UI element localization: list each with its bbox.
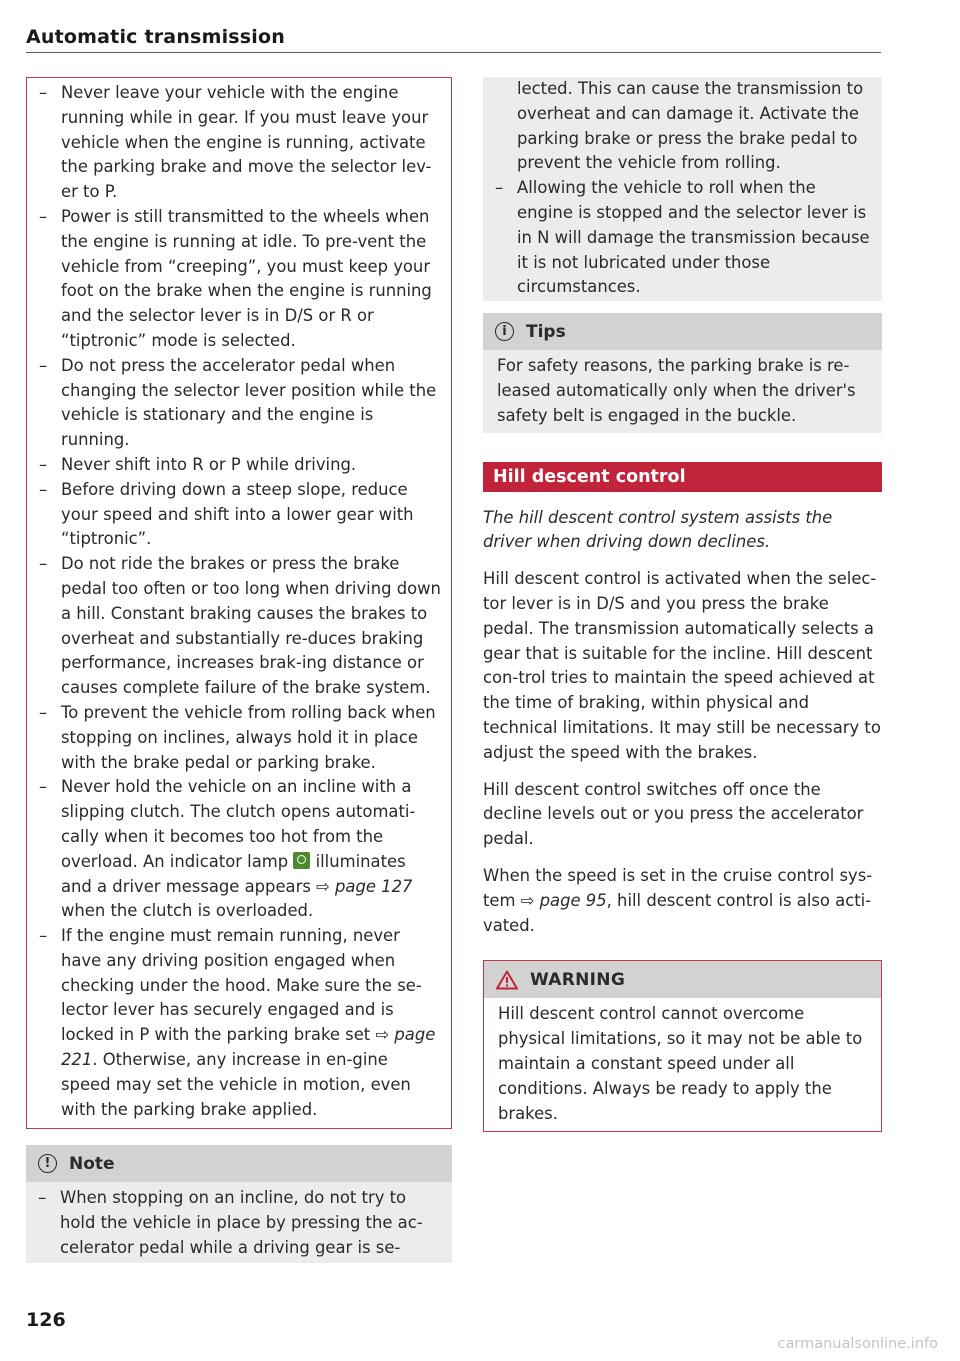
watermark: carmanualsonline.info: [777, 1336, 938, 1352]
clutch-indicator-lamp-icon: [293, 852, 310, 869]
section-heading: Hill descent control: [483, 462, 882, 492]
warning-label: WARNING: [530, 969, 626, 990]
warning-body: Hill descent control cannot overcome physical limitations, so it may not be able to maintain a constant speed under all conditions. Always be ready to apply the brakes.: [498, 1004, 863, 1123]
cruise-text-end: , hill descent control is also acti-vated.: [483, 890, 872, 935]
tips-body: For safety reasons, the parking brake is re-leased automatically only when the driver's safety belt is engaged in the buckle.: [483, 350, 882, 432]
right-column: [483, 77, 882, 1132]
note-continuation: [483, 77, 882, 301]
warning-item: – Never leave your vehicle with the engine running while in gear. If you must leave your vehicle when the engine is running, activate the parking brake and move the selector lev-er to P.: [35, 81, 441, 205]
page-reference-link[interactable]: ⇨ page 221: [61, 1025, 436, 1070]
note-item-continued: lected. This can cause the transmission to overheat and can damage it. Activate the parking brake or press the brake pedal to prevent the vehicle from rolling.: [517, 79, 864, 173]
note-item: – When stopping on an incline, do not try to hold the vehicle in place by pressing the ac-celerator pedal while a driving gear is se-: [34, 1186, 444, 1260]
page-number: 126: [26, 1309, 66, 1331]
clutch-text-mid: illuminates and a driver message appears: [61, 851, 406, 896]
clutch-text-end: when the clutch is overloaded.: [61, 901, 314, 921]
body-paragraph-cruise: [483, 864, 882, 938]
warning-item: – Never shift into R or P while driving.: [35, 453, 441, 478]
clutch-text-start: Never hold the vehicle on an incline with a slipping clutch. The clutch opens automati-cally when it becomes too hot from the overload. An indicator lamp: [61, 777, 416, 871]
body-paragraph: Hill descent control switches off once the decline levels out or you press the accelerator pedal.: [483, 779, 864, 849]
left-column: [26, 77, 452, 1263]
tips-label: Tips: [526, 321, 566, 342]
note-continuation-list: [491, 77, 872, 300]
body-paragraph: Hill descent control is activated when the selec-tor lever is in D/S and you press the brake pedal. The transmission automatically selects a gear that is suitable for the incline. Hill descent con-trol tries to maintain the speed achieved at the time of braking, within physical and technical limitations. It may still be necessary to adjust the speed with the brakes.: [483, 569, 881, 762]
note-item: – Allowing the vehicle to roll when the engine is stopped and the selector lever is in N will damage the transmission because it is not lubricated under those circumstances.: [491, 176, 872, 300]
page-reference-link[interactable]: ⇨ page 95: [520, 890, 607, 910]
tips-header: [483, 313, 882, 350]
page-reference-link[interactable]: ⇨ page 127: [316, 876, 413, 896]
warning-item: – To prevent the vehicle from rolling back when stopping on inclines, always hold it in place with the brake pedal or parking brake.: [35, 701, 441, 775]
warning-item: – Do not ride the brakes or press the brake pedal too often or too long when driving down a hill. Constant braking causes the brakes to overheat and substantially re-duces braking performance, increases brak-ing distance or causes complete failure of the brake system.: [35, 552, 441, 701]
warning-continuation-box: [26, 77, 452, 1129]
warning-item: – Do not press the accelerator pedal when changing the selector lever position while the vehicle is stationary and the engine is running.: [35, 354, 441, 453]
note-label: Note: [69, 1153, 115, 1174]
page-header-title: Automatic transmission: [26, 26, 285, 48]
warning-item: – Before driving down a steep slope, reduce your speed and shift into a lower gear with “tiptronic”.: [35, 478, 441, 552]
section-lead: The hill descent control system assists the driver when driving down declines.: [483, 507, 833, 552]
warning-list: [35, 81, 441, 1122]
warning-box: [483, 960, 882, 1132]
hood-text-start: If the engine must remain running, never have any driving position engaged when checking under the hood. Make sure the se-lector lever has securely engaged and is locked in P with the parking brake set: [61, 926, 422, 1045]
warning-item-clutch: [35, 775, 441, 924]
warning-item-hood: [35, 924, 441, 1122]
warning-item: – Power is still transmitted to the wheels when the engine is running at idle. To pre-vent the vehicle from “creeping”, you must keep your foot on the brake when the engine is running and the selector lever is in D/S or R or “tiptronic” mode is selected.: [35, 205, 441, 354]
header-divider: [26, 52, 881, 53]
cruise-text-start: When the speed is set in the cruise control sys-tem: [483, 865, 873, 910]
note-header: [26, 1145, 452, 1182]
note-body: [26, 1182, 452, 1262]
warning-header: [484, 961, 881, 998]
info-circle-icon: i: [495, 322, 514, 341]
warning-triangle-icon: [496, 970, 518, 990]
exclamation-circle-icon: !: [38, 1154, 57, 1173]
note-list: [34, 1186, 444, 1260]
hood-text-end: . Otherwise, any increase in en-gine speed may set the vehicle in motion, even with the parking brake applied.: [61, 1050, 411, 1119]
